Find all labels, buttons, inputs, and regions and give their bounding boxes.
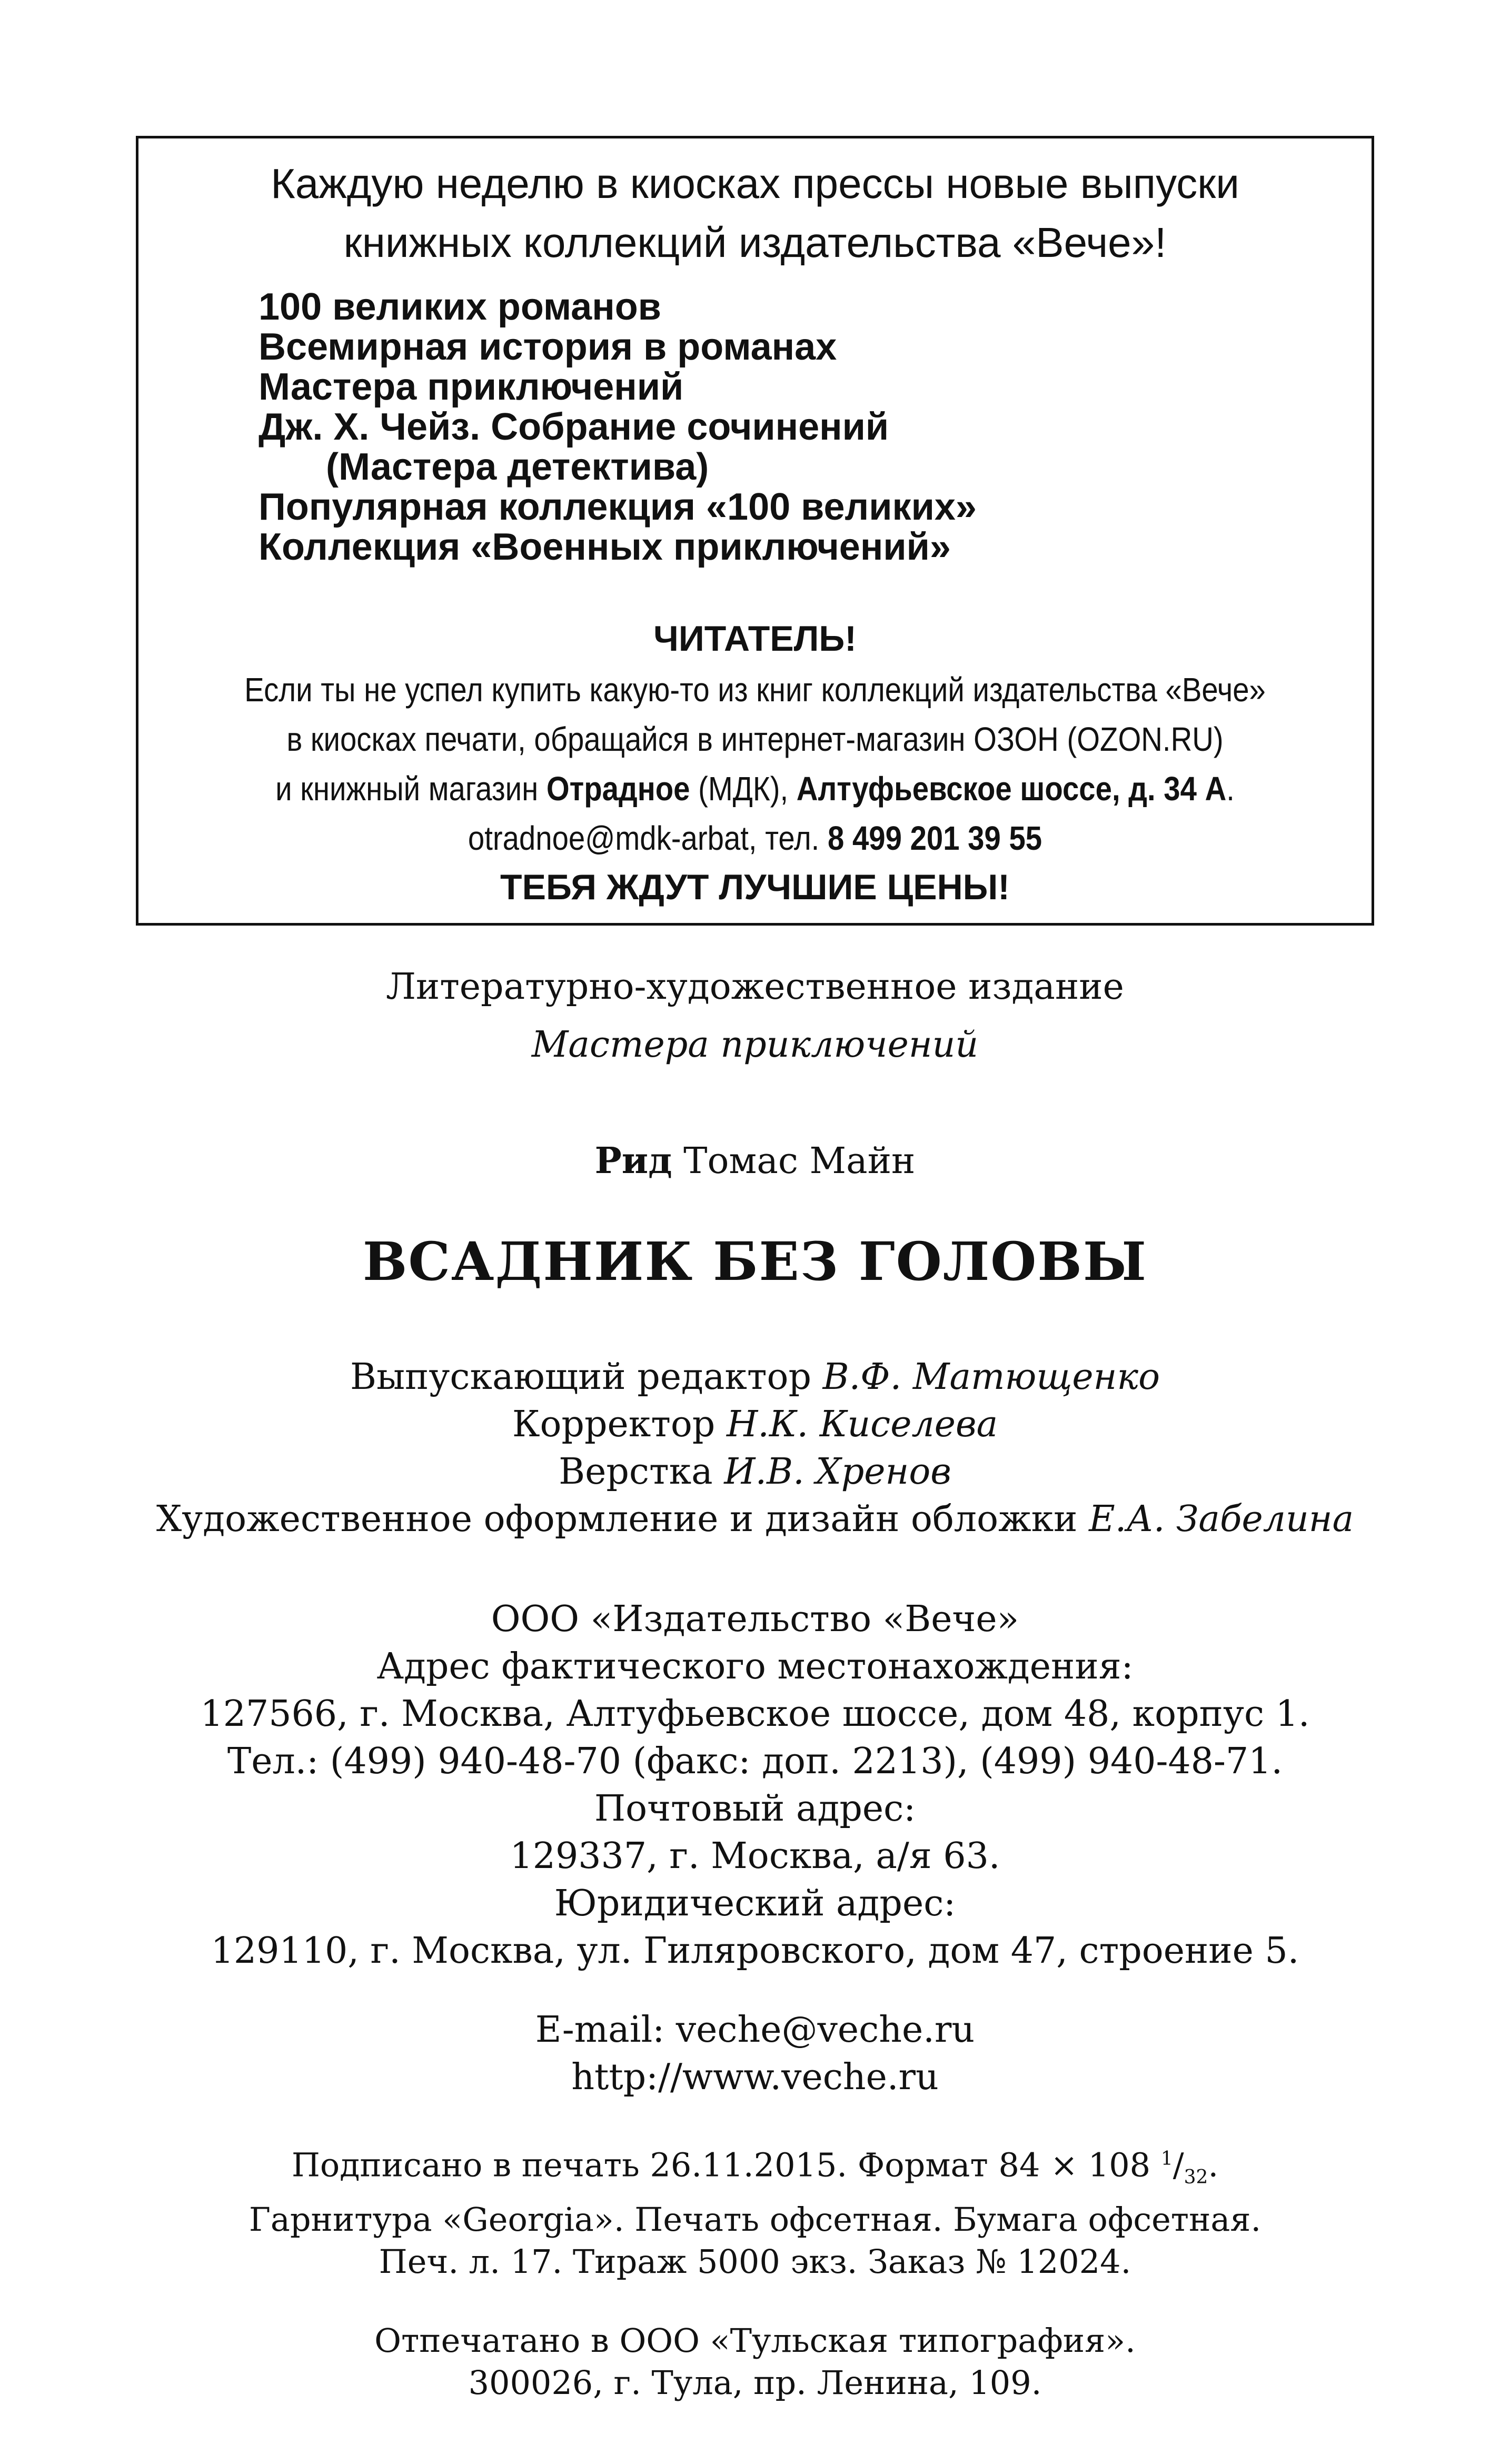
publisher-email: E-mail: veche@veche.ru [535,2009,975,2051]
publisher-line: Тел.: (499) 940-48-70 (факс: доп. 2213), (499) 940-48-71. [227,1741,1283,1782]
ad-headline-line: книжных коллекций издательства «Вече»! [343,219,1167,266]
store-name: Отрадное [546,770,690,808]
publisher-line: 129337, г. Москва, а/я 63. [510,1835,1000,1877]
printer-info [0,2320,1510,2404]
staff-credits [0,1354,1510,1543]
publisher-info [0,1596,1510,1975]
staff-name: Е.А. Забелина [1089,1498,1354,1540]
format-fraction-denominator: 32 [1184,2167,1208,2189]
staff-line [0,1354,1510,1401]
staff-role: Выпускающий редактор [350,1356,823,1398]
staff-name: Н.К. Киселева [726,1404,998,1445]
publisher-line: Почтовый адрес: [594,1788,916,1830]
book-title: ВСАДНИК БЕЗ ГОЛОВЫ [362,1230,1148,1293]
print-line: Гарнитура «Georgia». Печать офсетная. Бумага офсетная. [249,2200,1261,2239]
author-name: Томас Майн [672,1140,916,1182]
staff-line [0,1448,1510,1496]
collection-item: Коллекция «Военных приключений» [259,526,951,568]
print-details [0,2138,1510,2283]
staff-role: Верстка [559,1451,724,1493]
print-line [0,2138,1510,2199]
printer-line: 300026, г. Тула, пр. Ленина, 109. [468,2363,1042,2402]
print-line-end: . [1208,2145,1219,2184]
format-fraction-slash: / [1173,2145,1184,2184]
reader-line: Если ты не успел купить какую-то из книг коллекций издательства «Вече» [244,671,1266,709]
colophon [0,958,1510,2404]
reader-line: в киосках печати, обращайся в интернет-магазин ОЗОН (OZON.RU) [286,720,1224,758]
format-fraction-numerator: 1 [1160,2148,1173,2170]
publisher-line: 127566, г. Москва, Алтуфьевское шоссе, дом 48, корпус 1. [200,1693,1310,1735]
collection-item: Дж. Х. Чейз. Собрание сочинений [259,406,889,448]
publisher-line: 129110, г. Москва, ул. Гиляровского, дом 47, строение 5. [211,1930,1299,1972]
print-signed: Подписано в печать 26.11.2015. Формат 84 × 108 [291,2145,1161,2184]
collection-item: 100 великих романов [259,286,661,328]
best-prices-slogan: ТЕБЯ ЖДУТ ЛУЧШИЕ ЦЕНЫ! [500,867,1010,907]
author-surname: Рид [594,1140,672,1182]
publisher-line: Юридический адрес: [554,1883,956,1924]
author [0,1132,1510,1190]
reader-notice [213,665,1298,863]
ad-headline [138,154,1372,272]
edition-type: Литературно-художественное издание [386,966,1124,1008]
publisher-contacts [0,2006,1510,2101]
staff-line [0,1401,1510,1448]
reader-text-part: . [1226,770,1235,808]
reader-title: ЧИТАТЕЛЬ! [653,619,857,659]
collections-list [259,287,977,567]
advertisement-box [136,136,1374,926]
collection-item: Популярная коллекция «100 великих» [259,486,977,528]
printer-line: Отпечатано в ООО «Тульская типография». [374,2321,1136,2360]
collection-item: Всемирная история в романах [259,326,837,368]
reader-line-store [213,764,1298,813]
ad-headline-line: Каждую неделю в киосках прессы новые выпуски [271,160,1239,207]
collection-item: Мастера приключений [259,366,684,408]
publisher-line: ООО «Издательство «Вече» [491,1598,1019,1640]
store-email: otradnoe@mdk-arbat, тел. [468,819,828,857]
store-phone: 8 499 201 39 55 [827,819,1042,857]
reader-text-part: (МДК), [690,770,797,808]
staff-role: Корректор [512,1404,727,1445]
publisher-website: http://www.veche.ru [571,2056,939,2098]
collection-item: (Мастера детектива) [326,446,709,488]
reader-line-contact [213,813,1298,863]
staff-line [0,1496,1510,1543]
print-line: Печ. л. 17. Тираж 5000 экз. Заказ № 12024. [379,2242,1131,2281]
reader-text-part: и книжный магазин [275,770,547,808]
staff-name: В.Ф. Матющенко [822,1356,1160,1398]
store-address: Алтуфьевское шоссе, д. 34 А [796,770,1227,808]
series-name: Мастера приключений [531,1024,979,1066]
publisher-line: Адрес фактического местонахождения: [376,1646,1134,1687]
staff-name: И.В. Хренов [724,1451,951,1493]
staff-role: Художественное оформление и дизайн обложки [156,1498,1089,1540]
